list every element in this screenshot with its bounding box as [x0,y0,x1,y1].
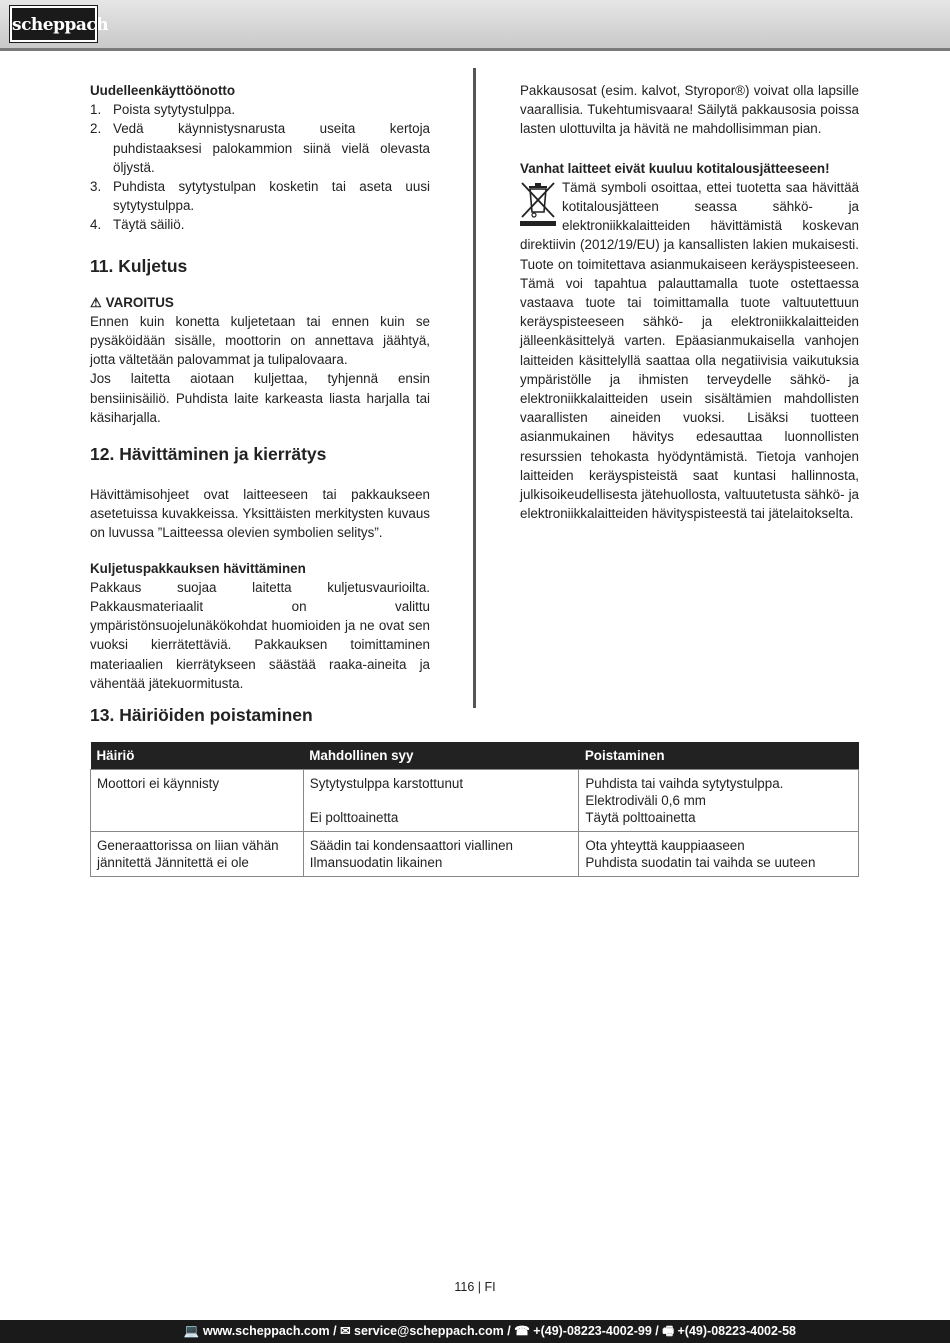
column-header: Mahdollinen syy [303,742,579,770]
list-item: 3. Puhdista sytytystulpan kosketin tai aseta uusi sytytystulppa. [90,179,430,214]
phone-number: +(49)-08223-4002-99 [533,1324,652,1338]
right-column [520,81,859,523]
section-13-title: 13. Häiriöiden poistaminen [90,705,313,725]
email-link[interactable]: service@scheppach.com [354,1324,504,1338]
email-icon: ✉ [340,1324,351,1338]
page-number: 116 | FI [454,1280,496,1294]
list-item: 4. Täytä säiliö. [90,217,185,233]
fax-icon: 🖷 [662,1324,675,1338]
warning-text: Ennen kuin konetta kuljetetaan tai ennen kuin se pysäköidään sisälle, moottorin on annettava jäähtyä, jotta vältetään palovammat ja tulipalovaara. [90,313,430,368]
website-link[interactable]: www.scheppach.com [202,1324,330,1338]
reuse-steps-list [90,100,430,234]
transport-text: Jos laitetta aiotaan kuljettaa, tyhjennä ensin bensiinisäiliö. Puhdista laite karkeasta liasta harjalla tai käsiharjalla. [90,371,430,425]
fix-cell: Ota yhteyttä kauppiaaseen Puhdista suodatin tai vaihda se uuteen [579,832,859,877]
phone-icon: ☎ [514,1324,530,1338]
fix-cell: Puhdista tai vaihda sytytystulppa. Elektrodiväli 0,6 mm Täytä polttoainetta [579,770,859,832]
scheppach-logo: scheppach [10,6,97,42]
column-divider [473,68,476,708]
left-column [90,81,430,693]
reuse-heading: Uudelleenkäyttöönotto [90,83,236,98]
section-11-title: 11. Kuljetus [90,255,188,276]
fax-number: +(49)-08223-4002-58 [677,1324,796,1338]
packaging-heading: Kuljetuspakkauksen hävittäminen [90,560,306,576]
column-header: Poistaminen [579,742,859,770]
column-header: Häiriö [91,742,304,770]
page-header [0,0,950,51]
table-header-row [91,742,859,770]
cause-cell: Säädin tai kondensaattori viallinen Ilmansuodatin likainen [303,832,579,877]
crossed-out-bin-icon [520,180,556,226]
list-item: 2. Vedä käynnistysnarusta useita kertoja puhdistaaksesi palokammion siinä vielä olevasta öljystä. [90,121,430,175]
computer-icon: 💻 [183,1324,200,1338]
page-footer: 💻 www.scheppach.com / ✉ service@scheppach.com / ☎ +(49)-08223-4002-99 / 🖷 +(49)-08223-4002-58 [0,1320,950,1343]
weee-heading: Vanhat laitteet eivät kuuluu kotitalousjätteeseen! [520,160,830,176]
packaging-warning: Pakkausosat (esim. kalvot, Styropor®) voivat olla lapsille vaarallisia. Tukehtumisvaara! Säilytä pakkausosia poissa lasten ulottuvilta ja hävitä ne mahdollisimman pian. [520,83,859,137]
warning-heading: ⚠ VAROITUS [90,293,430,312]
troubleshooting-table [90,742,859,877]
cause-cell: Sytytystulppa karstottunut Ei polttoainetta [303,770,579,832]
fault-cell: Generaattorissa on liian vähän jännitettä Jännitettä ei ole [91,832,304,877]
weee-text: Tämä symboli osoittaa, ettei tuotetta saa hävittää kotitalousjätteen seassa sähkö- ja elektroniikkalaitteiden hävittämistä koskevan direktiivin (2012/19/EU) ja kansallisten lakien mukaisesti. Tuote on toimitettava asianmukaiseen keräyspisteeseen. Tämä voi tapahtua palauttamalla tuote ostettaessa vastaava tuote tai toimittamalla tuote valtuutettuun keräyspisteeseen sähkö- ja elektroniikkalaitteiden jälleenkäsittelyä varten. Epäasianmukaisella vanhojen laitteiden käsittelyllä saattaa olla negatiivisia vaikutuksia ympäristölle ja ihmisten terveydelle sähkö- ja elektroniikkalaitteiden usein sisältämien mahdollisten vaarallisten aineiden vuoksi. Lisäksi tuotteen asianmukainen hävitys edesauttaa luonnollisten resurssien tehokasta hyödyntämistä. Tietoja vanhojen laitteiden keräyspisteistä saat kuntasi hallinnosta, julkisoikeudellisesta jätehuollosta, valtuutetusta sähkö- ja elektroniikkalaitteiden hävityspisteestä tai jätelaitokselta. [520,179,859,522]
list-item: 1. Poista sytytystulppa. [90,102,236,118]
packaging-text: Pakkaus suojaa laitetta kuljetusvaurioilta. Pakkausmateriaalit on valittu ympäristönsuojelunäkökohdat huomioiden ja ne ovat sen vuoksi kierrätettäviä. Pakkauksen toimittaminen materiaalien kierrätykseen säästää raaka-aineita ja vähentää jätekuormitusta. [90,579,430,691]
fault-cell: Moottori ei käynnisty [91,770,304,832]
table-row [91,832,859,877]
disposal-text: Hävittämisohjeet ovat laitteeseen tai pakkaukseen asetetuissa kuvakkeissa. Yksittäisten merkitysten kuvaus on luvussa ”Laitteessa olevien symbolien selitys”. [90,487,430,541]
warning-triangle-icon: ⚠ [90,294,102,310]
section-12-title: 12. Hävittäminen ja kierrätys [90,444,327,465]
table-row [91,770,859,832]
